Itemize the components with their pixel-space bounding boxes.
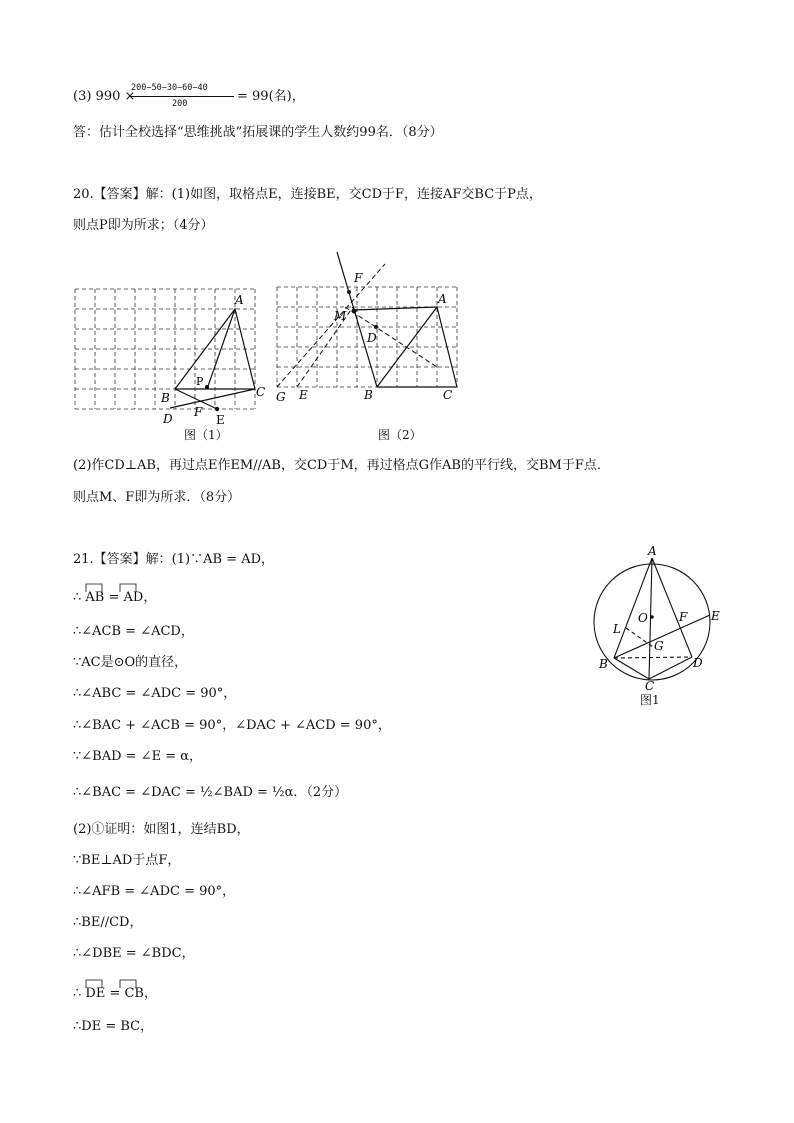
label-f: F — [679, 610, 688, 624]
label-b: B — [161, 391, 170, 405]
q20-fig2-caption: 图（2） — [378, 428, 422, 442]
q21-line-2: ∴∠ACB = ∠ACD， — [73, 624, 194, 639]
label-c: C — [645, 679, 655, 693]
label-a: A — [648, 544, 657, 558]
q21-line-3: ∵AC是⊙O的直径， — [73, 655, 188, 670]
q21-line-11: ∴BE//CD， — [73, 915, 143, 930]
q21-line-5: ∴∠BAC + ∠ACB = 90°，∠DAC + ∠ACD = 90°， — [73, 718, 391, 733]
q21-line-13: ∴ DE = CB， — [73, 986, 157, 1001]
arc-marks-2 — [80, 976, 160, 990]
label-e: E — [299, 388, 308, 402]
q19-answer: 答：估计全校选择“思维挑战”拓展课的学生人数约99名．（8分） — [73, 125, 443, 140]
label-d: D — [163, 412, 173, 426]
label-l: L — [613, 622, 621, 636]
label-d: D — [367, 331, 377, 345]
q21-line-8: (2)①证明：如图1，连结BD， — [73, 822, 250, 837]
q20-line3: (2)作CD⊥AB，再过点E作EM//AB，交CD于M，再过格点G作AB的平行线，交BM于F点． — [73, 458, 610, 473]
label-f: F — [194, 405, 203, 419]
label-f: F — [354, 271, 363, 285]
label-d: D — [693, 656, 703, 670]
point-p — [205, 385, 209, 389]
q19-frac-bar — [130, 96, 234, 97]
q20-figure-2 — [270, 250, 470, 430]
q19-line3 — [73, 88, 135, 106]
q21-line-12: ∴∠DBE = ∠BDC， — [73, 946, 195, 961]
q20-figure-1 — [70, 280, 270, 440]
label-a: A — [438, 292, 447, 306]
label-o: O — [638, 611, 648, 625]
q20-line2: 则点P即为所求；（4分） — [73, 218, 214, 233]
q20-line1: 20.【答案】解：(1)如图，取格点E，连接BE，交CD于F，连接AF交BC于P点， — [73, 187, 542, 202]
q21-figure-1 — [588, 540, 728, 715]
q20-line4: 则点M、F即为所求．（8分） — [73, 490, 241, 505]
label-b: B — [364, 388, 373, 402]
label-a: A — [235, 293, 244, 307]
label-e: E — [711, 609, 720, 623]
label-c: C — [256, 385, 266, 399]
point-e — [215, 407, 219, 411]
label-b: B — [599, 657, 608, 671]
label-g: G — [276, 390, 286, 404]
q19-line3-prefix: (3) 990 × — [73, 89, 136, 104]
q21-fig-caption: 图1 — [640, 693, 660, 707]
point-f — [347, 290, 351, 294]
q21-line-7: ∴∠BAC = ∠DAC = ½∠BAD = ½α．（2分） — [73, 785, 348, 800]
label-e: E — [216, 413, 225, 427]
q21-line-10: ∴∠AFB = ∠ADC = 90°， — [73, 884, 236, 899]
q19-line3-suffix: = 99(名)， — [237, 89, 305, 104]
label-m: M — [334, 309, 347, 323]
label-g: G — [654, 639, 664, 653]
triangle-abc — [170, 309, 255, 409]
point-d — [374, 325, 378, 329]
point-m — [352, 309, 357, 314]
q19-frac-num: 200−50−30−60−40 — [131, 83, 208, 93]
q21-line-6: ∵∠BAD = ∠E = α， — [73, 749, 203, 764]
q21-line-4: ∴∠ABC = ∠ADC = 90°， — [73, 686, 237, 701]
q21-line-1: ∴ AB = AD， — [73, 590, 157, 605]
q19-frac-den: 200 — [172, 99, 188, 109]
q21-line-14: ∴DE = BC， — [73, 1019, 154, 1034]
label-c: C — [443, 388, 453, 402]
label-p: P — [196, 375, 204, 388]
q21-line-0: 21.【答案】解：(1)∵AB = AD， — [73, 552, 274, 567]
q20-fig1-caption: 图（1） — [184, 428, 228, 442]
q21-line-9: ∵BE⊥AD于点F， — [73, 853, 181, 868]
arc-marks — [80, 580, 160, 594]
